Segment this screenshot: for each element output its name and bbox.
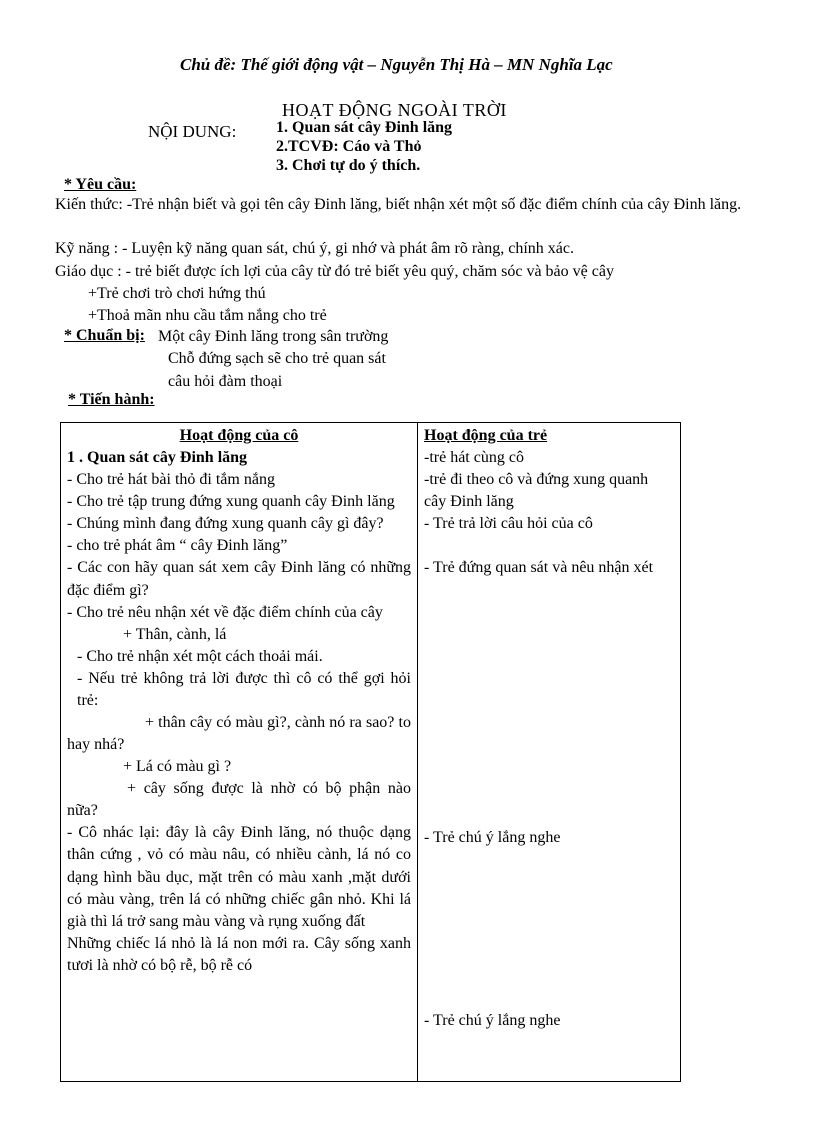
teacher-line: + Lá có màu gì ? <box>123 758 232 776</box>
requirements-label: * Yêu cầu: <box>64 176 137 193</box>
child-line: - Trẻ chú ý lắng nghe <box>424 829 561 847</box>
teacher-column <box>61 423 418 1082</box>
preparation-item: câu hỏi đàm thoại <box>168 372 283 390</box>
activity-table <box>60 422 681 1082</box>
child-line: - Trẻ trả lời câu hỏi của cô <box>424 515 593 533</box>
child-column <box>418 423 681 1082</box>
teacher-line: + thân cây có màu gì?, cành nó ra sao? to hay nhá? <box>67 714 411 754</box>
preparation-list <box>158 326 388 393</box>
preparation-item: Chỗ đứng sạch sẽ cho trẻ quan sát <box>168 350 386 368</box>
teacher-column-header: Hoạt động của cô <box>179 427 299 444</box>
content-item: 2.TCVĐ: Cáo và Thỏ <box>276 138 422 156</box>
teacher-line: - Các con hãy quan sát xem cây Đinh lăng có những đặc điểm gì? <box>67 559 411 599</box>
content-item: 1. Quan sát cây Đinh lăng <box>276 119 453 136</box>
child-line: -trẻ hát cùng cô <box>424 449 524 467</box>
preparation-label: * Chuẩn bị: <box>64 327 145 344</box>
child-line: - Trẻ chú ý lắng nghe <box>424 1011 561 1029</box>
procedure-label: * Tiến hành: <box>68 391 155 408</box>
section-title: 1 . Quan sát cây Đinh lăng <box>67 449 248 467</box>
skill-text: Kỹ năng : - Luyện kỹ năng quan sát, chú ý, gi nhớ và phát âm rõ ràng, chính xác. <box>55 240 574 257</box>
education-item: +Trẻ chơi trò chơi hứng thú <box>88 285 266 302</box>
education-text: Giáo dục : - trẻ biết được ích lợi của cây từ đó trẻ biết yêu quý, chăm sóc và bảo vệ cây <box>55 263 614 280</box>
teacher-line: + cây sống được là nhờ có bộ phận nào nữa? <box>67 780 411 820</box>
child-column-header: Hoạt động của trẻ <box>424 427 548 444</box>
knowledge-text: Kiến thức: -Trẻ nhận biết và gọi tên cây Đinh lăng, biết nhận xét một số đặc điểm chính của cây Đinh lăng. <box>55 196 742 213</box>
preparation-item: Một cây Đinh lăng trong sân trường <box>158 328 389 345</box>
teacher-line: - Nếu trẻ không trả lời được thì cô có thể gợi hỏi trẻ: <box>77 669 411 709</box>
teacher-line: - Cho trẻ nêu nhận xét về đặc điểm chính của cây <box>67 603 383 621</box>
child-line: -trẻ đi theo cô và đứng xung quanh cây Đinh lăng <box>424 471 649 511</box>
content-label: NỘI DUNG: <box>148 122 237 141</box>
education-item: +Thoả mãn nhu cầu tắm nắng cho trẻ <box>88 307 327 324</box>
teacher-line: - Cho trẻ hát bài thỏ đi tắm nắng <box>67 471 275 489</box>
content-list <box>276 118 452 176</box>
teacher-line: + Thân, cành, lá <box>123 625 227 643</box>
content-item: 3. Chơi tự do ý thích. <box>276 157 421 175</box>
teacher-line: Những chiếc lá nhỏ là lá non mới ra. Cây sống xanh tươi là nhờ có bộ rễ, bộ rễ có <box>67 934 411 974</box>
document-header: Chủ đề: Thế giới động vật – Nguyễn Thị Hà – MN Nghĩa Lạc <box>180 55 613 74</box>
page-title: HOẠT ĐỘNG NGOÀI TRỜI <box>282 100 507 120</box>
teacher-line: - Chúng mình đang đứng xung quanh cây gì đây? <box>67 515 384 533</box>
teacher-line: - Cho trẻ nhận xét một cách thoải mái. <box>77 647 323 665</box>
teacher-line: - Cho trẻ tập trung đứng xung quanh cây Đinh lăng <box>67 493 395 511</box>
teacher-line: - Cô nhác lại: đây là cây Đinh lăng, nó thuộc dạng thân cứng , vỏ có màu nâu, có nhiều cành, lá nó co dạng hình bầu dục, mặt trên có màu xanh ,mặt dưới có màu vàng, trên lá có những chiếc gân nhỏ. Khi lá già thì lá trở sang màu vàng và rụng xuống đất <box>67 824 411 930</box>
child-line: - Trẻ đứng quan sát và nêu nhận xét <box>424 559 654 577</box>
teacher-line: - cho trẻ phát âm “ cây Đinh lăng” <box>67 537 288 555</box>
